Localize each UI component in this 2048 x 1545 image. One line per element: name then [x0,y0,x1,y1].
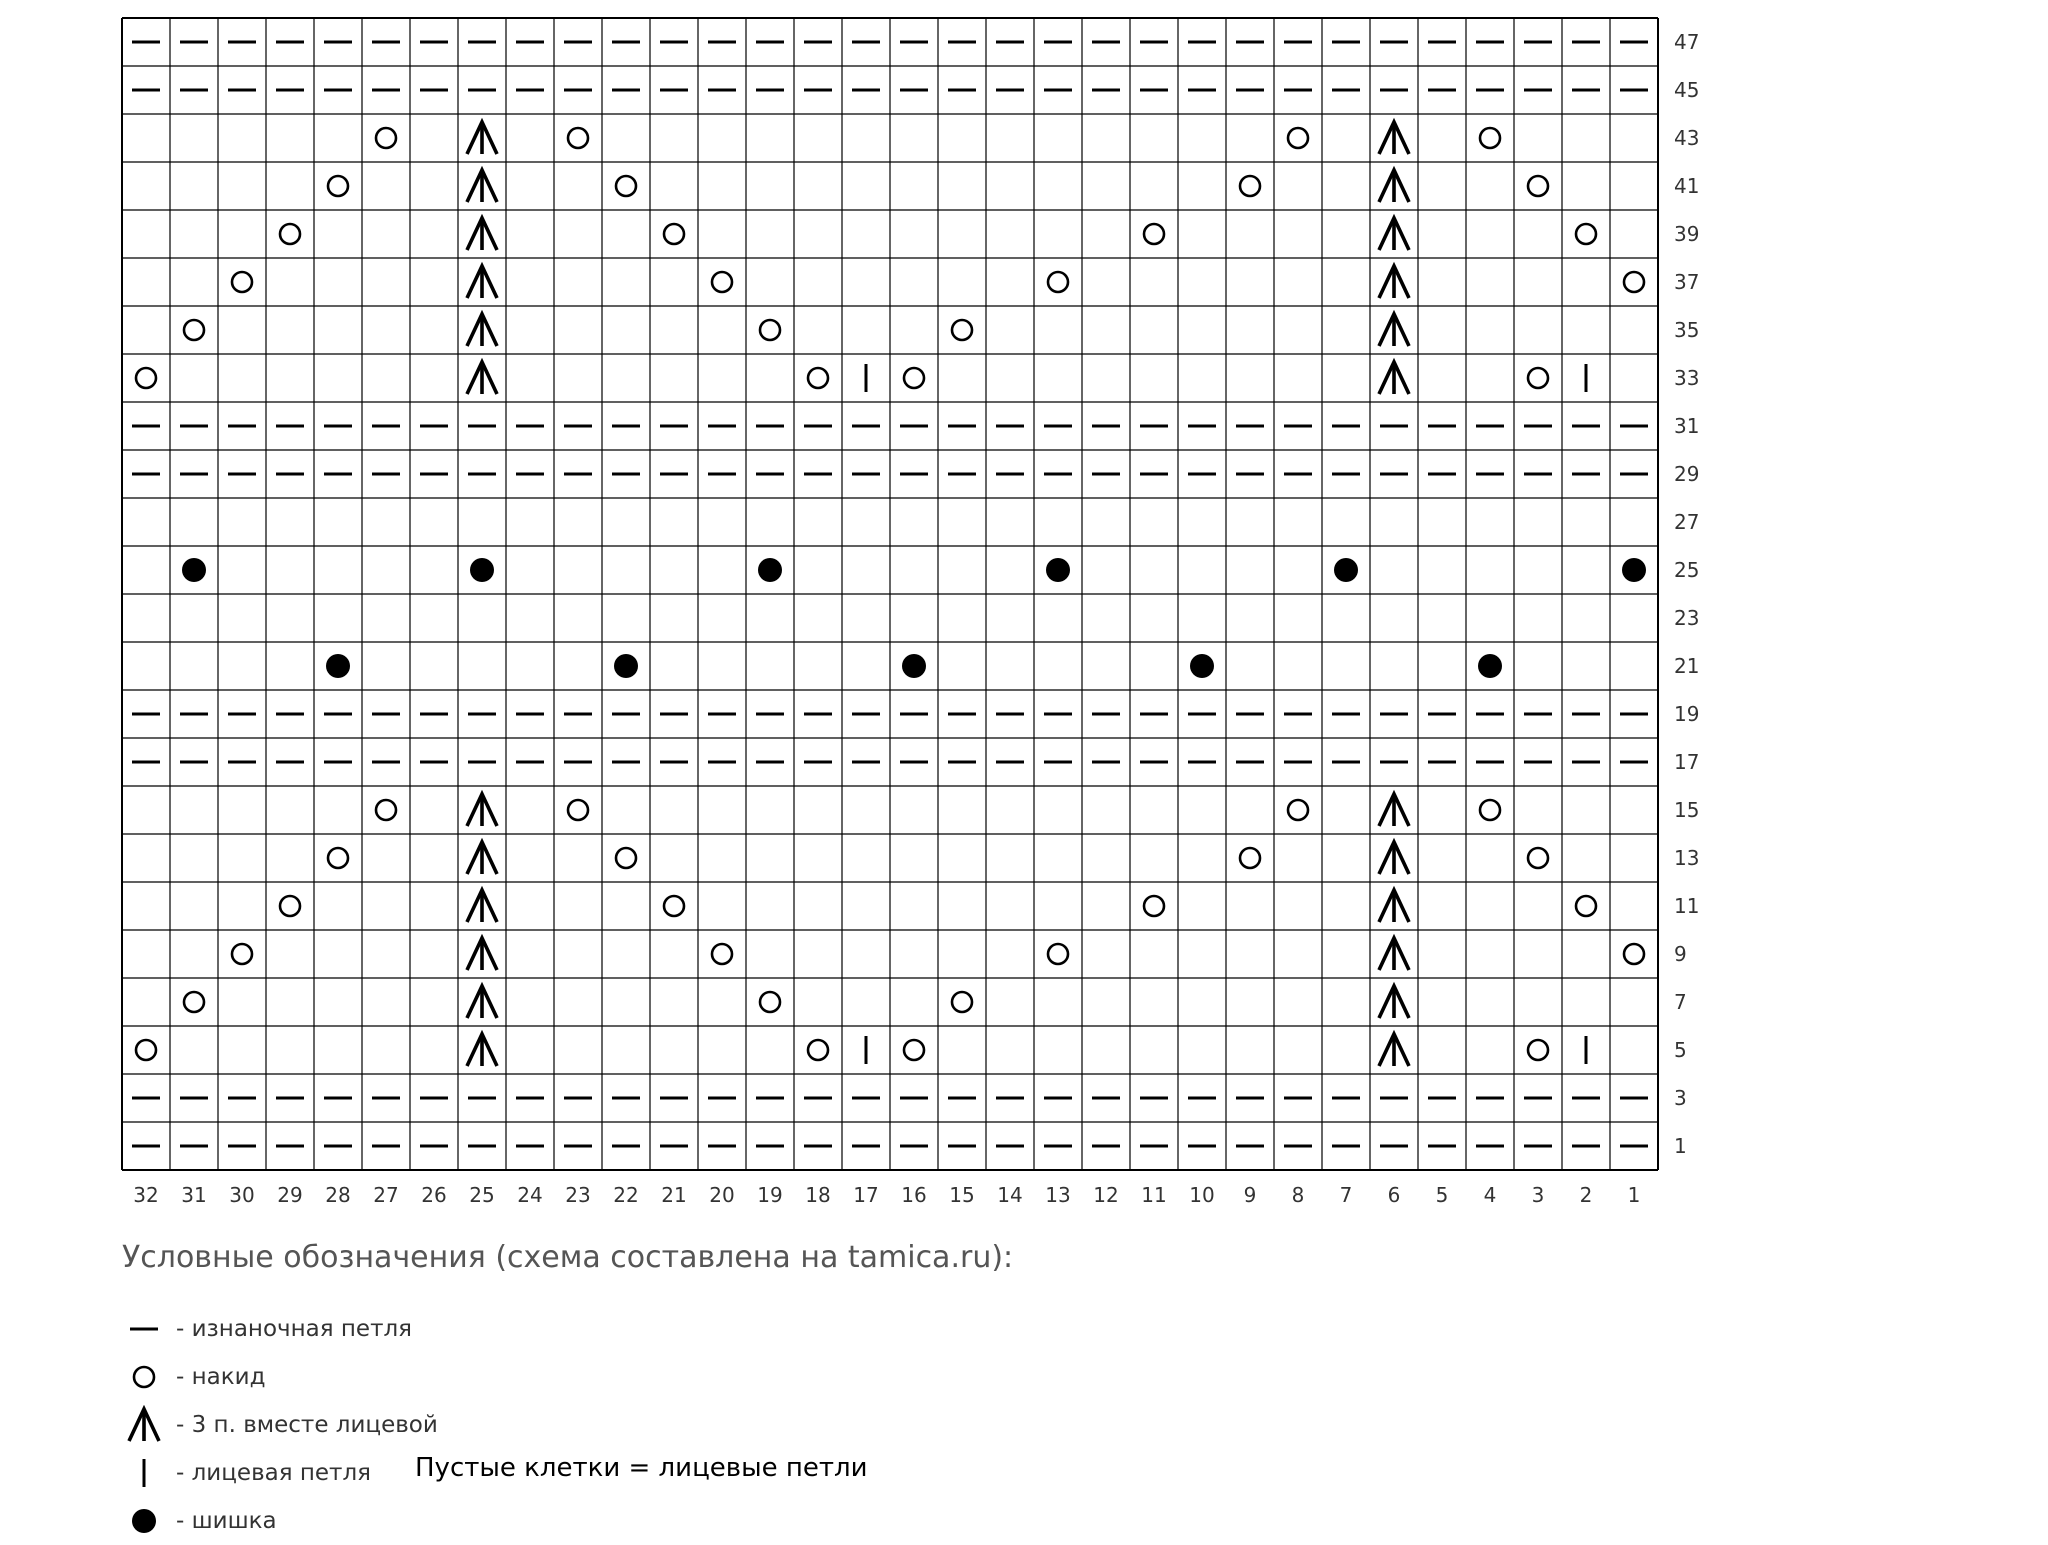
bobble-symbol [326,654,350,678]
column-number: 16 [901,1183,927,1207]
column-number: 13 [1045,1183,1071,1207]
column-number: 9 [1243,1183,1257,1207]
legend-label: - изнаночная петля [176,1316,413,1342]
column-number: 14 [997,1183,1023,1207]
column-number: 1 [1627,1183,1641,1207]
row-numbers [1674,30,1699,1158]
column-number: 23 [565,1183,591,1207]
column-number: 17 [853,1183,879,1207]
row-number: 45 [1674,78,1700,102]
column-number: 21 [661,1183,687,1207]
bobble-symbol [758,558,782,582]
legend-title: Условные обозначения (схема составлена на tamica.ru): [122,1240,1014,1275]
bobble-symbol [902,654,926,678]
column-number: 7 [1339,1183,1353,1207]
row-number: 9 [1674,942,1687,966]
column-number: 29 [277,1183,303,1207]
legend-item [122,1401,1822,1449]
legend-label: - 3 п. вместе лицевой [176,1412,438,1438]
legend-label: - накид [176,1364,266,1390]
column-number: 28 [325,1183,351,1207]
row-number: 25 [1674,558,1700,582]
row-number: 23 [1674,606,1700,630]
row-number: 15 [1674,798,1700,822]
column-number: 27 [373,1183,399,1207]
row-number: 7 [1674,990,1687,1014]
column-number: 24 [517,1183,543,1207]
row-number: 41 [1674,174,1700,198]
column-number: 32 [133,1183,159,1207]
row-number: 29 [1674,462,1700,486]
row-number: 17 [1674,750,1700,774]
k3tog-symbol [129,1409,159,1441]
legend-item [122,1497,1822,1545]
row-number: 11 [1674,894,1700,918]
legend-items [122,1305,1822,1545]
legend-item [122,1305,1822,1353]
column-number: 26 [421,1183,447,1207]
column-number: 18 [805,1183,831,1207]
bobble-symbol [182,558,206,582]
row-number: 1 [1674,1134,1687,1158]
bobble-icon [122,1501,166,1541]
bobble-symbol [1622,558,1646,582]
bobble-symbol [1478,654,1502,678]
row-number: 13 [1674,846,1700,870]
legend [122,1240,1822,1545]
column-number: 19 [757,1183,783,1207]
k3tog-icon [122,1405,166,1445]
row-number: 21 [1674,654,1700,678]
bobble-symbol [470,558,494,582]
bobble-symbol [1046,558,1070,582]
bobble-symbol [132,1509,156,1533]
legend-label: - шишка [176,1508,277,1534]
yarn_over-symbol [134,1367,154,1387]
row-number: 5 [1674,1038,1687,1062]
knit-icon [122,1453,166,1493]
legend-label: - лицевая петля [176,1460,371,1486]
legend-item [122,1353,1822,1401]
row-number: 31 [1674,414,1700,438]
column-number: 5 [1435,1183,1449,1207]
column-number: 10 [1189,1183,1215,1207]
bobble-symbol [614,654,638,678]
row-number: 19 [1674,702,1700,726]
column-number: 6 [1387,1183,1401,1207]
row-number: 37 [1674,270,1700,294]
row-number: 33 [1674,366,1700,390]
bobble-symbol [1334,558,1358,582]
column-numbers [133,1183,1640,1207]
column-number: 8 [1291,1183,1305,1207]
row-number: 35 [1674,318,1700,342]
column-number: 12 [1093,1183,1119,1207]
yarn_over-icon [122,1357,166,1397]
empty-cells-note: Пустые клетки = лицевые петли [415,1453,868,1483]
row-number: 39 [1674,222,1700,246]
row-number: 3 [1674,1086,1687,1110]
column-number: 22 [613,1183,639,1207]
purl-icon [122,1309,166,1349]
column-number: 3 [1531,1183,1545,1207]
column-number: 20 [709,1183,735,1207]
legend-item [122,1449,1822,1497]
row-number: 27 [1674,510,1700,534]
column-number: 25 [469,1183,495,1207]
column-number: 2 [1579,1183,1593,1207]
row-number: 47 [1674,30,1700,54]
column-number: 15 [949,1183,975,1207]
column-number: 30 [229,1183,255,1207]
row-number: 43 [1674,126,1700,150]
column-number: 4 [1483,1183,1497,1207]
column-number: 11 [1141,1183,1167,1207]
column-number: 31 [181,1183,207,1207]
bobble-symbol [1190,654,1214,678]
